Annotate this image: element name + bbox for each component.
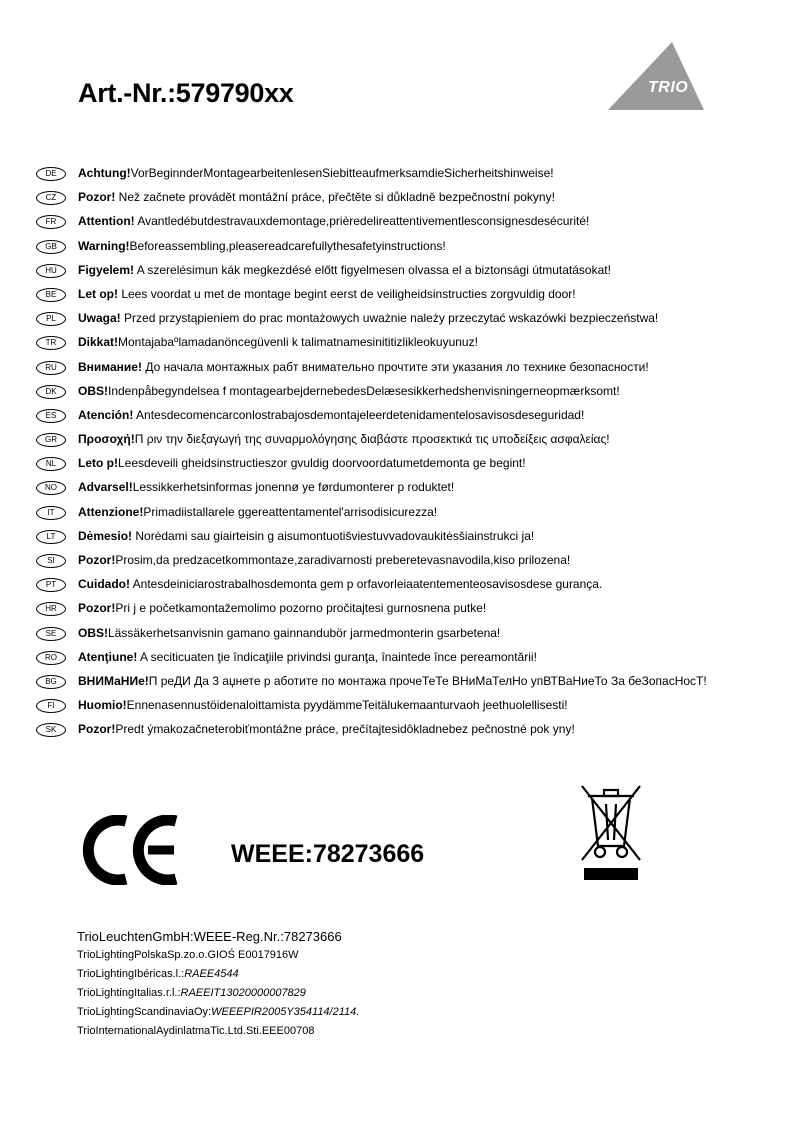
country-code-badge: HU: [36, 264, 66, 278]
registration-line: [77, 1022, 359, 1041]
warning-row: [36, 719, 766, 743]
warning-text: VorBeginnderMontagearbeitenlesenSiebitteaufmerksamdieSicherheitshinweise!: [130, 166, 554, 180]
country-code-badge: RO: [36, 651, 66, 665]
warning-lead: Pozor!: [78, 190, 116, 205]
logo-text: TRIO: [648, 79, 689, 96]
warning-lead: Atención!: [78, 407, 134, 422]
warning-lead: Achtung!: [78, 166, 131, 180]
country-code-badge: GR: [36, 433, 66, 447]
warning-row: [36, 550, 766, 574]
registration-text: TrioLightingItalias.r.l.:: [77, 987, 181, 999]
country-code-badge: DK: [36, 385, 66, 399]
registration-text: TrioInternationalAydinlatmaTic.Ltd.Sti.EEE00708: [77, 1025, 315, 1037]
warning-message: [78, 550, 570, 570]
warning-text: Ennenasennustöidenaloittamista pyydämmeTeitälukemaanturvaoh jeethuolellisesti!: [126, 698, 568, 713]
warning-row: [36, 163, 766, 187]
warning-text: Prosim,da predzacetkommontaze,zaradivarnosti preberetevasnavodila,kiso prilozena!: [115, 553, 571, 567]
warning-row: [36, 357, 766, 381]
warning-row: [36, 260, 766, 284]
warning-text: Lessikkerhetsinformas jonennø ye førdumonterer p roduktet!: [132, 480, 455, 495]
warning-lead: Pozor!: [78, 553, 116, 567]
warning-lead: Warning!: [78, 238, 130, 253]
warning-message: [78, 695, 568, 715]
registration-text: TrioLightingIbéricas.l.:: [77, 968, 185, 980]
country-code-badge: FR: [36, 215, 66, 229]
registration-line: [77, 984, 359, 1003]
warning-message: [78, 357, 649, 377]
registration-line: [77, 965, 359, 984]
warning-text: Montajabaºlamadanöncegüvenli k talimatnamesinititizlikleokuyunuz!: [118, 335, 478, 350]
warning-text: Avantledébutdestravauxdemontage,prièredelireattentivementlesconsignesdesécurité!: [134, 214, 590, 229]
warning-message: [78, 308, 658, 328]
warning-row: [36, 236, 766, 260]
warning-text: Antesdecomencarconlostrabajosdemontajeleerdetenidamentelosavisosdeseguridad!: [133, 407, 585, 422]
warning-row: [36, 332, 766, 356]
warning-row: [36, 453, 766, 477]
warning-lead: Προσοχή!: [78, 432, 135, 447]
country-code-badge: RU: [36, 361, 66, 375]
warning-text: Π ριν την διεξαγωγή της συναρμολόγησης διαβάστε προσεκτικά τις υποδείξεις ασφαλείας!: [134, 432, 610, 447]
warning-lead: Attention!: [78, 214, 135, 229]
warning-text: A szerelésimun kák megkezdésé előtt figyelmesen olvassa el a biztonsági útmutatásokat!: [134, 262, 611, 277]
warning-message: [78, 163, 554, 183]
country-code-badge: PL: [36, 312, 66, 326]
warning-message: [78, 429, 610, 449]
warning-text: Indenpåbegyndelsea f montagearbejdernebedesDelæsesikkerhedshenvisningerneopmærksomt!: [108, 383, 620, 398]
country-code-badge: SI: [36, 554, 66, 568]
warning-message: [78, 526, 534, 546]
warning-lead: Uwaga!: [78, 311, 121, 326]
country-code-badge: SE: [36, 627, 66, 641]
warning-row: [36, 284, 766, 308]
warning-row: [36, 308, 766, 332]
ce-mark-icon: [80, 815, 180, 885]
registration-number: RAEE4544: [184, 968, 239, 980]
warning-message: [78, 405, 584, 425]
warning-lead: Pozor!: [78, 601, 116, 616]
warning-text: Než začnete provádět montážní práce, přečtěte si důkladně bezpečnostní pokyny!: [115, 190, 555, 205]
warning-message: [78, 260, 611, 280]
warning-lead: Attenzione!: [78, 504, 144, 519]
warning-row: [36, 695, 766, 719]
warning-lead: Huomio!: [78, 698, 127, 713]
warning-row: [36, 647, 766, 671]
registration-line: [77, 927, 359, 946]
warning-lead: Внимание!: [78, 359, 142, 374]
weee-registrations: [77, 927, 359, 1041]
warning-text: Pri j e početkamontažemolimo pozorno pročitajtesi gurnosnena putke!: [115, 601, 487, 616]
crossed-bin-icon: [578, 780, 644, 882]
warning-message: [78, 719, 575, 739]
warning-text: Predt ýmakozačneterobiťmontážne práce, prečítajtesidôkladnebez pečnostné pok yny!: [115, 722, 575, 737]
warning-message: [78, 671, 707, 691]
warning-lead: Figyelem!: [78, 262, 135, 277]
registration-text: TrioLeuchtenGmbH:WEEE-Reg.Nr.:78273666: [77, 929, 342, 944]
warning-row: [36, 429, 766, 453]
country-code-badge: CZ: [36, 191, 66, 205]
warning-message: [78, 381, 620, 401]
warning-row: [36, 574, 766, 598]
trio-logo: [608, 40, 704, 110]
weee-number: WEEE:78273666: [231, 840, 425, 868]
warning-message: [78, 623, 500, 643]
warning-message: [78, 453, 526, 473]
country-code-badge: DE: [36, 167, 66, 181]
safety-warnings-list: [36, 163, 766, 744]
country-code-badge: ES: [36, 409, 66, 423]
warning-lead: Dikkat!: [78, 335, 119, 350]
warning-lead: Leto p!: [78, 456, 118, 471]
country-code-badge: BG: [36, 675, 66, 689]
warning-text: Lässäkerhetsanvisnin gamano gainnandubör jarmedmonterin gsarbetena!: [108, 625, 501, 640]
warning-message: [78, 236, 446, 256]
warning-text: Primadiistallarele ggereattentamentel'arrisodisicurezza!: [143, 504, 438, 519]
warning-lead: OBS!: [78, 383, 108, 398]
warning-row: [36, 526, 766, 550]
country-code-badge: TR: [36, 336, 66, 350]
warning-lead: Advarsel!: [78, 480, 133, 495]
warning-text: Antesdeiniciarostrabalhosdemonta gem p orfavorleiaatentementeosavisosdese gurança.: [130, 577, 603, 592]
warning-text: Lees voordat u met de montage begint eerst de veiligheidsinstructies zorgvuldig door!: [118, 286, 576, 301]
warning-text: A seciticuaten ţie îndicaţiile privindsi guranţa, înaintede înce pereamontării!: [137, 649, 537, 664]
registration-line: [77, 1003, 359, 1022]
warning-text: Leesdeveili gheidsinstructieszor gvuldig doorvoordatumetdemonta ge begint!: [118, 456, 526, 471]
warning-lead: Atenţiune!: [78, 649, 138, 664]
warning-lead: Pozor!: [78, 722, 116, 737]
registration-number: WEEEPIR2005Y354114/2114.: [211, 1006, 360, 1018]
warning-row: [36, 502, 766, 526]
warning-text: До начала монтажных рабт внимательно прочтите эти указания ло технике безопасности!: [141, 359, 649, 374]
warning-message: [78, 647, 537, 667]
warning-message: [78, 284, 576, 304]
warning-row: [36, 598, 766, 622]
country-code-badge: NL: [36, 457, 66, 471]
warning-text: Beforeassembling,pleasereadcarefullythesafetyinstructions!: [129, 238, 446, 253]
warning-row: [36, 671, 766, 695]
warning-message: [78, 211, 589, 231]
country-code-badge: PT: [36, 578, 66, 592]
article-number: Art.-Nr.:579790xx: [78, 78, 294, 108]
registration-text: TrioLightingScandinaviaOy:: [77, 1006, 212, 1018]
country-code-badge: LT: [36, 530, 66, 544]
country-code-badge: FI: [36, 699, 66, 713]
warning-lead: ВНИМаНИе!: [78, 673, 149, 688]
warning-lead: OBS!: [78, 625, 108, 640]
country-code-badge: GB: [36, 240, 66, 254]
country-code-badge: SK: [36, 723, 66, 737]
warning-message: [78, 332, 478, 352]
country-code-badge: BE: [36, 288, 66, 302]
logo-triangle-icon: [608, 40, 704, 110]
country-code-badge: NO: [36, 481, 66, 495]
warning-message: [78, 502, 437, 522]
country-code-badge: IT: [36, 506, 66, 520]
warning-lead: Dėmesio!: [78, 528, 133, 543]
warning-message: [78, 598, 486, 618]
warning-row: [36, 623, 766, 647]
warning-row: [36, 187, 766, 211]
warning-row: [36, 211, 766, 235]
registration-text: TrioLightingPolskaSp.zo.o.GIOŚ E0017916W: [77, 949, 299, 961]
warning-message: [78, 187, 555, 207]
warning-row: [36, 405, 766, 429]
registration-number: RAEEIT13020000007829: [180, 987, 306, 999]
warning-lead: Cuidado!: [78, 577, 130, 592]
warning-message: [78, 477, 454, 497]
warning-row: [36, 381, 766, 405]
warning-lead: Let op!: [78, 286, 118, 301]
warning-message: [78, 574, 602, 594]
registration-line: [77, 946, 359, 965]
warning-text: П реДИ Да 3 аџнете р аботите по монтажа прочеТеТе ВНиМаТелНо упВТВаНиеТо За беЗопасНосТ!: [148, 673, 707, 688]
warning-row: [36, 477, 766, 501]
warning-text: Przed przystąpieniem do prac montażowych uważnie należy przeczytać wskazówki bezpieczeństwa!: [120, 311, 659, 326]
country-code-badge: HR: [36, 602, 66, 616]
warning-text: Norėdami sau giairteisin g aisumontuotišviestuvvadovaukitėsšiainstrukci ja!: [132, 528, 535, 543]
